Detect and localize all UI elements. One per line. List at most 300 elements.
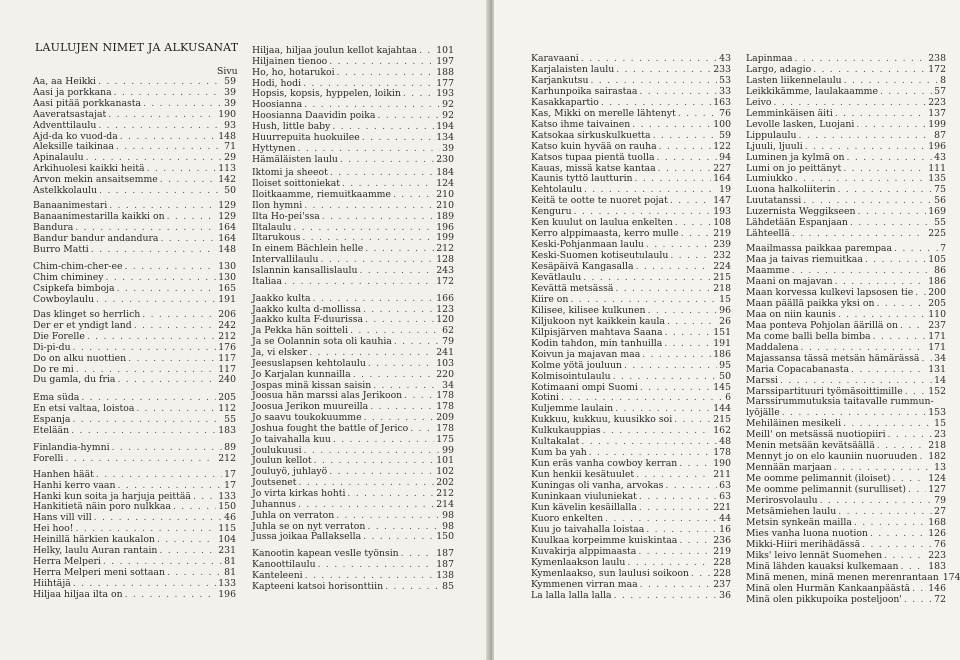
entry-title: La lalla lalla lalla (531, 589, 612, 601)
entry-page-number: 43 (934, 151, 946, 163)
index-entry (33, 425, 236, 436)
entry-page-number: 237 (713, 578, 731, 590)
leader-dots (894, 243, 938, 254)
entry-title: Hiljainen tienoo (252, 55, 328, 67)
entry-page-number: 237 (928, 319, 946, 331)
leader-dots (293, 222, 434, 233)
leader-dots (615, 403, 711, 414)
index-entry (746, 195, 946, 206)
entry-title: Minä lähden kauaksi kulkemaan (746, 560, 899, 572)
entry-page-number: 131 (928, 363, 946, 375)
leader-dots (147, 163, 217, 174)
entry-page-number: 123 (436, 303, 454, 315)
index-entry (252, 167, 454, 178)
index-entry (33, 163, 236, 174)
entry-title: Kaunis tyttö lautturin (531, 173, 633, 185)
index-entry (252, 67, 454, 78)
index-entry (252, 548, 454, 559)
leader-dots (103, 556, 222, 567)
entry-page-number: 17 (224, 468, 236, 480)
index-entry (746, 217, 946, 228)
entry-title: Me oomme pelimannit (iloiset) (746, 473, 891, 485)
leader-dots (304, 99, 440, 110)
index-entry (531, 403, 731, 414)
entry-page-number: 94 (719, 151, 731, 163)
entry-title: Hanki kun soita ja harjuja peittää (33, 490, 191, 502)
leader-dots (678, 108, 717, 119)
index-entry (252, 347, 454, 358)
entry-page-number: 76 (934, 538, 946, 550)
entry-title: Banaanimestarilla kaikki on (33, 210, 165, 222)
index-entry (252, 154, 454, 165)
leader-dots (892, 473, 926, 484)
entry-title: Kun kävelin kesäillalla (531, 501, 637, 513)
entry-page-number: 196 (436, 221, 454, 233)
index-entry (33, 331, 236, 342)
entry-title: Die Forelle (33, 330, 85, 342)
leader-dots (667, 316, 717, 327)
index-entry (746, 429, 946, 440)
leader-dots (865, 254, 926, 265)
entry-page-number: 199 (436, 232, 454, 244)
leader-dots (72, 414, 222, 425)
entry-title: Koivun ja majavan maa (531, 348, 641, 360)
leader-dots (921, 353, 932, 364)
entry-page-number: 117 (218, 363, 236, 375)
index-entry (531, 239, 731, 250)
entry-title: Marssirummutuksia taitavalle rummun- (746, 396, 934, 408)
entry-page-number: 15 (719, 293, 731, 305)
entry-title: Lippulaulu (746, 129, 797, 141)
index-entry (746, 484, 946, 495)
entry-page-number: 225 (928, 228, 946, 240)
index-entry (252, 369, 454, 380)
leader-dots (813, 64, 926, 75)
index-entry (252, 466, 454, 477)
leader-dots (838, 506, 932, 517)
entry-page-number: 50 (224, 185, 236, 196)
entry-title: Jussa joikaa Pallaksella (252, 531, 362, 543)
leader-dots (124, 261, 216, 272)
entry-title: Miks' leivo lennät Suomehen (746, 549, 883, 561)
leader-dots (94, 512, 222, 523)
index-entry (746, 108, 946, 119)
leader-dots (142, 309, 216, 320)
leader-dots (394, 336, 440, 347)
entry-title: Kun henkii kesätuulet (531, 469, 635, 481)
index-entry (746, 386, 946, 397)
entry-title: Merirosvolaulu (746, 495, 818, 506)
index-entry (531, 349, 731, 360)
entry-title: Kevättä metsässä (531, 282, 614, 294)
entry-page-number: 92 (442, 99, 454, 111)
entry-page-number: 39 (224, 86, 236, 98)
leader-dots (364, 412, 435, 423)
leader-dots (561, 392, 723, 403)
leader-dots (583, 272, 711, 283)
index-entry (252, 325, 454, 336)
entry-page-number: 150 (218, 501, 236, 513)
entry-title: Leikkikämme, laulakaamme (746, 85, 878, 97)
leader-dots (125, 589, 217, 600)
leader-dots (838, 184, 933, 195)
entry-page-number: 93 (224, 119, 236, 131)
entry-title: Lumiukko (746, 173, 793, 185)
entry-title: Joutsenet (252, 477, 297, 489)
index-entry (33, 76, 236, 87)
entry-page-number: 153 (928, 407, 946, 419)
index-entry (252, 531, 454, 542)
index-entry (531, 261, 731, 272)
entry-page-number: 95 (719, 359, 731, 371)
entry-page-number: 243 (436, 265, 454, 276)
leader-dots (820, 495, 933, 506)
index-entry (531, 392, 731, 403)
leader-dots (639, 502, 711, 513)
leader-dots (370, 401, 434, 412)
entry-page-number: 71 (224, 141, 236, 153)
entry-title: Hans vill vill (33, 512, 92, 524)
leader-dots (679, 535, 711, 546)
index-entry (33, 392, 236, 403)
entry-page-number: 53 (719, 74, 731, 86)
entry-page-number: 172 (436, 275, 454, 287)
leader-dots (114, 87, 222, 98)
index-entry (746, 594, 946, 605)
entry-title: Kerro alppimaasta, kerro mulle (531, 228, 679, 240)
index-entry (531, 217, 731, 228)
entry-title: Kuningas oli vanha, arvokas (531, 480, 664, 492)
index-entry (252, 412, 454, 423)
leader-dots (340, 154, 434, 165)
entry-page-number: 202 (436, 477, 454, 489)
index-entry (746, 440, 946, 451)
index-entry (33, 320, 236, 331)
entry-page-number: 178 (436, 422, 454, 434)
entry-title: Kuulkaa korpeimme kuiskintaa (531, 534, 678, 546)
entry-title: Ho, ho, hotarukoi (252, 66, 335, 78)
entry-title: Luminen ja kylmä on (746, 151, 845, 163)
entry-title: Bandur bandur andandura (33, 232, 159, 244)
entry-page-number: 186 (713, 348, 731, 360)
index-entry (746, 375, 946, 386)
entry-title: Iltarukous (252, 232, 301, 244)
entry-title: Minä olen Hurmän Kankaanpäästä (746, 582, 911, 594)
entry-page-number: 96 (719, 304, 731, 316)
entry-title: Kauas, missä katse kantaa (531, 162, 656, 174)
leader-dots (342, 178, 434, 189)
index-entry (33, 480, 236, 491)
entry-title: Hiljaa hiljaa ilta on (33, 588, 123, 600)
entry-title: Maddalena (746, 341, 799, 353)
index-entry (531, 53, 731, 64)
leader-dots (653, 130, 718, 141)
entry-page-number: 14 (934, 374, 946, 386)
leader-dots (856, 119, 926, 130)
leader-dots (603, 425, 712, 436)
index-entry (33, 453, 236, 464)
leader-dots (919, 451, 926, 462)
leader-dots (639, 491, 717, 502)
entry-title: Ja Pekka hän soitteli (252, 325, 349, 337)
entry-title: Kilpisjärven mahtava Saana (531, 326, 663, 338)
entry-title: Kolmisointulaulu (531, 370, 611, 382)
entry-page-number: 169 (928, 206, 946, 218)
leader-dots (632, 119, 711, 130)
entry-title: Hopsis, kopsis, hyppelen, loikin (252, 88, 401, 100)
entry-title: Majassansa tässä metsän hämärässä (746, 352, 920, 364)
entry-title: Astelkkolaulu (33, 185, 98, 196)
entry-page-number: 17 (224, 479, 236, 491)
index-entry (33, 87, 236, 98)
index-entry (33, 491, 236, 502)
leader-dots (640, 382, 711, 393)
entry-page-number: 219 (713, 545, 731, 557)
entry-page-number: 218 (928, 440, 946, 452)
entry-page-number: 163 (713, 96, 731, 108)
entry-title: Ma come balli bella bimba (746, 330, 871, 342)
entry-page-number: 81 (224, 566, 236, 578)
leader-dots (120, 131, 217, 142)
entry-page-number: 99 (442, 444, 454, 456)
entry-page-number: 182 (928, 451, 946, 463)
entry-title: Hankitietä näin poro nulkkaa (33, 501, 171, 513)
leader-dots (658, 163, 712, 174)
entry-title: Forelli (33, 452, 64, 464)
index-entry (252, 477, 454, 488)
leader-dots (309, 347, 434, 358)
entry-title: Marssi (746, 374, 779, 386)
leader-dots (298, 499, 434, 510)
leader-dots (302, 232, 434, 243)
entry-title: Iltalaulu (252, 221, 292, 233)
index-entry (252, 143, 454, 154)
index-entry (252, 445, 454, 456)
entry-page-number: 206 (218, 309, 236, 320)
entry-title: Hanhi kerro vaan (33, 479, 116, 491)
index-entry (252, 380, 454, 391)
entry-page-number: 115 (218, 523, 236, 535)
entry-title: Lapinmaa (746, 53, 793, 64)
leader-dots (367, 521, 440, 532)
entry-title: Hyttynen (252, 142, 296, 154)
leader-dots (589, 447, 712, 458)
entry-title: Kymenlaakso, sun laulusi soikoon (531, 567, 689, 579)
entry-page-number: 211 (713, 469, 731, 481)
entry-title: Hoosianna (252, 99, 303, 111)
entry-title: Burro Matti (33, 243, 89, 255)
leader-dots (321, 254, 435, 265)
leader-dots (884, 550, 926, 561)
index-entry (531, 206, 731, 217)
entry-title: Jouluyö, juhlayö (252, 466, 328, 478)
index-entry (531, 458, 731, 469)
entry-page-number: 134 (436, 131, 454, 143)
leader-dots (908, 484, 926, 495)
index-entry (531, 64, 731, 75)
entry-page-number: 8 (940, 74, 946, 86)
entry-page-number: 27 (934, 505, 946, 517)
index-entry (531, 195, 731, 206)
index-entry (33, 309, 236, 320)
entry-page-number: 72 (934, 593, 946, 605)
leader-dots (912, 583, 926, 594)
entry-page-number: 13 (934, 462, 946, 474)
entry-page-number: 183 (928, 560, 946, 572)
entry-page-number: 151 (713, 326, 731, 338)
leader-dots (574, 206, 712, 217)
index-entry (746, 53, 946, 64)
index-entry (531, 491, 731, 502)
index-entry (746, 451, 946, 462)
entry-title: Jo virta kirkas hohti (252, 488, 346, 499)
index-entry (746, 276, 946, 287)
entry-page-number: 50 (719, 370, 731, 382)
index-entry (746, 571, 960, 583)
index-entry (252, 510, 454, 521)
entry-page-number: 164 (218, 221, 236, 233)
entry-title: Meill' on metsässä nuotiopiiri (746, 429, 886, 441)
index-entry (531, 480, 731, 491)
leader-dots (880, 86, 932, 97)
entry-page-number: 126 (928, 527, 946, 539)
leader-dots (847, 152, 933, 163)
index-entry (531, 130, 731, 141)
leader-dots (329, 56, 434, 67)
entry-page-number: 111 (928, 162, 946, 174)
index-title: LAULUJEN NIMET JA ALKUSANAT (35, 41, 239, 54)
index-entry (746, 364, 946, 375)
leader-dots (854, 517, 926, 528)
entry-title: Aa, aa Heikki (33, 76, 97, 87)
leader-dots (670, 195, 711, 206)
leader-dots (850, 217, 932, 228)
entry-page-number: 193 (436, 88, 454, 100)
entry-title: Jaakko kulta d-mollissa (252, 303, 361, 315)
entry-title: Banaanimestari (33, 199, 108, 211)
index-entry (33, 545, 236, 556)
entry-page-number: 146 (928, 582, 946, 594)
leader-dots (76, 364, 217, 375)
index-entry (252, 178, 454, 189)
entry-page-number: 196 (928, 140, 946, 152)
leader-dots (410, 423, 434, 434)
leader-dots (71, 425, 216, 436)
entry-title: Kuljemme laulain (531, 403, 614, 415)
entry-title: Karjankutsu (531, 74, 589, 86)
index-entry (252, 211, 454, 222)
entry-title: Me oomme pelimannit (surulliset) (746, 484, 907, 496)
index-entry (746, 550, 946, 561)
entry-title: Ilta Ho-pei'ssa (252, 210, 320, 222)
entry-title: Ja, vi elsker (252, 346, 308, 358)
index-entry (252, 132, 454, 143)
entry-page-number: 7 (940, 243, 946, 255)
index-entry (252, 488, 454, 499)
leader-dots (638, 546, 711, 557)
leader-dots (385, 581, 440, 592)
index-entry (531, 502, 731, 513)
leader-dots (605, 513, 717, 524)
entry-title: Hämäläisten laulu (252, 153, 338, 165)
entry-page-number: 92 (442, 110, 454, 122)
leader-dots (359, 265, 434, 276)
leader-dots (782, 407, 927, 418)
index-entry (746, 462, 946, 473)
entry-title: Der er et yndigt land (33, 319, 132, 331)
leader-dots (284, 276, 434, 287)
index-entry (746, 539, 946, 550)
entry-title: Kuu jo taivahalla loistaa (531, 523, 645, 535)
entry-page-number: 238 (928, 53, 946, 64)
index-entry (252, 401, 454, 412)
entry-title: Das klinget so herrlich (33, 309, 141, 320)
index-entry (531, 425, 731, 436)
entry-page-number: 43 (719, 53, 731, 64)
index-entry (252, 254, 454, 265)
entry-page-number: 193 (713, 206, 731, 218)
entry-title: Huurrepuita huokuilee (252, 131, 360, 143)
entry-title: Kotini (531, 392, 559, 404)
entry-title: Kolme yötä jouluun (531, 359, 623, 371)
entry-page-number: 205 (218, 392, 236, 404)
index-entry (531, 250, 731, 261)
leader-dots (98, 76, 222, 87)
entry-title: Kuvakirja alppimaasta (531, 545, 637, 557)
entry-page-number: 187 (436, 559, 454, 571)
index-entry (746, 254, 946, 265)
index-entry (252, 88, 454, 99)
entry-title: Kanteleeni (252, 569, 303, 581)
leader-dots (117, 480, 222, 491)
entry-page-number: 138 (436, 569, 454, 581)
entry-title: Hei hoo! (33, 523, 74, 535)
index-entry (252, 121, 454, 132)
entry-page-number: 187 (436, 548, 454, 560)
entry-page-number: 200 (928, 286, 946, 298)
leader-dots (333, 434, 434, 445)
entry-title: Kiljukoon nyt kaikkein kaula (531, 315, 665, 327)
index-entry (531, 513, 731, 524)
entry-page-number: 34 (934, 352, 946, 364)
index-entry (746, 320, 946, 331)
index-entry (531, 327, 731, 338)
index-entry (252, 336, 454, 347)
entry-title: Iloiset soittoniekat (252, 178, 340, 190)
leader-dots (318, 559, 435, 570)
entry-title: Metsin synkeän mailla (746, 516, 852, 528)
entry-title: Lemminkäisen äiti (746, 107, 833, 119)
leader-dots (75, 523, 216, 534)
index-entry (531, 283, 731, 294)
leader-dots (305, 570, 435, 581)
index-entry (33, 442, 236, 453)
leader-dots (792, 228, 926, 239)
entry-title: Katso kuin hyvää on rauha (531, 140, 657, 152)
index-entry (252, 521, 454, 532)
index-entry (531, 228, 731, 239)
entry-page-number: 117 (218, 352, 236, 364)
entry-page-number: 209 (436, 412, 454, 424)
entry-title: Mies vanha luona nuotion (746, 527, 868, 539)
entry-page-number: 239 (713, 239, 731, 251)
entry-title: Kuninkaan viuluniekat (531, 491, 637, 502)
index-entry (746, 517, 946, 528)
leader-dots (304, 200, 434, 211)
entry-page-number: 29 (224, 152, 236, 164)
leader-dots (87, 331, 216, 342)
leader-dots (365, 243, 434, 254)
